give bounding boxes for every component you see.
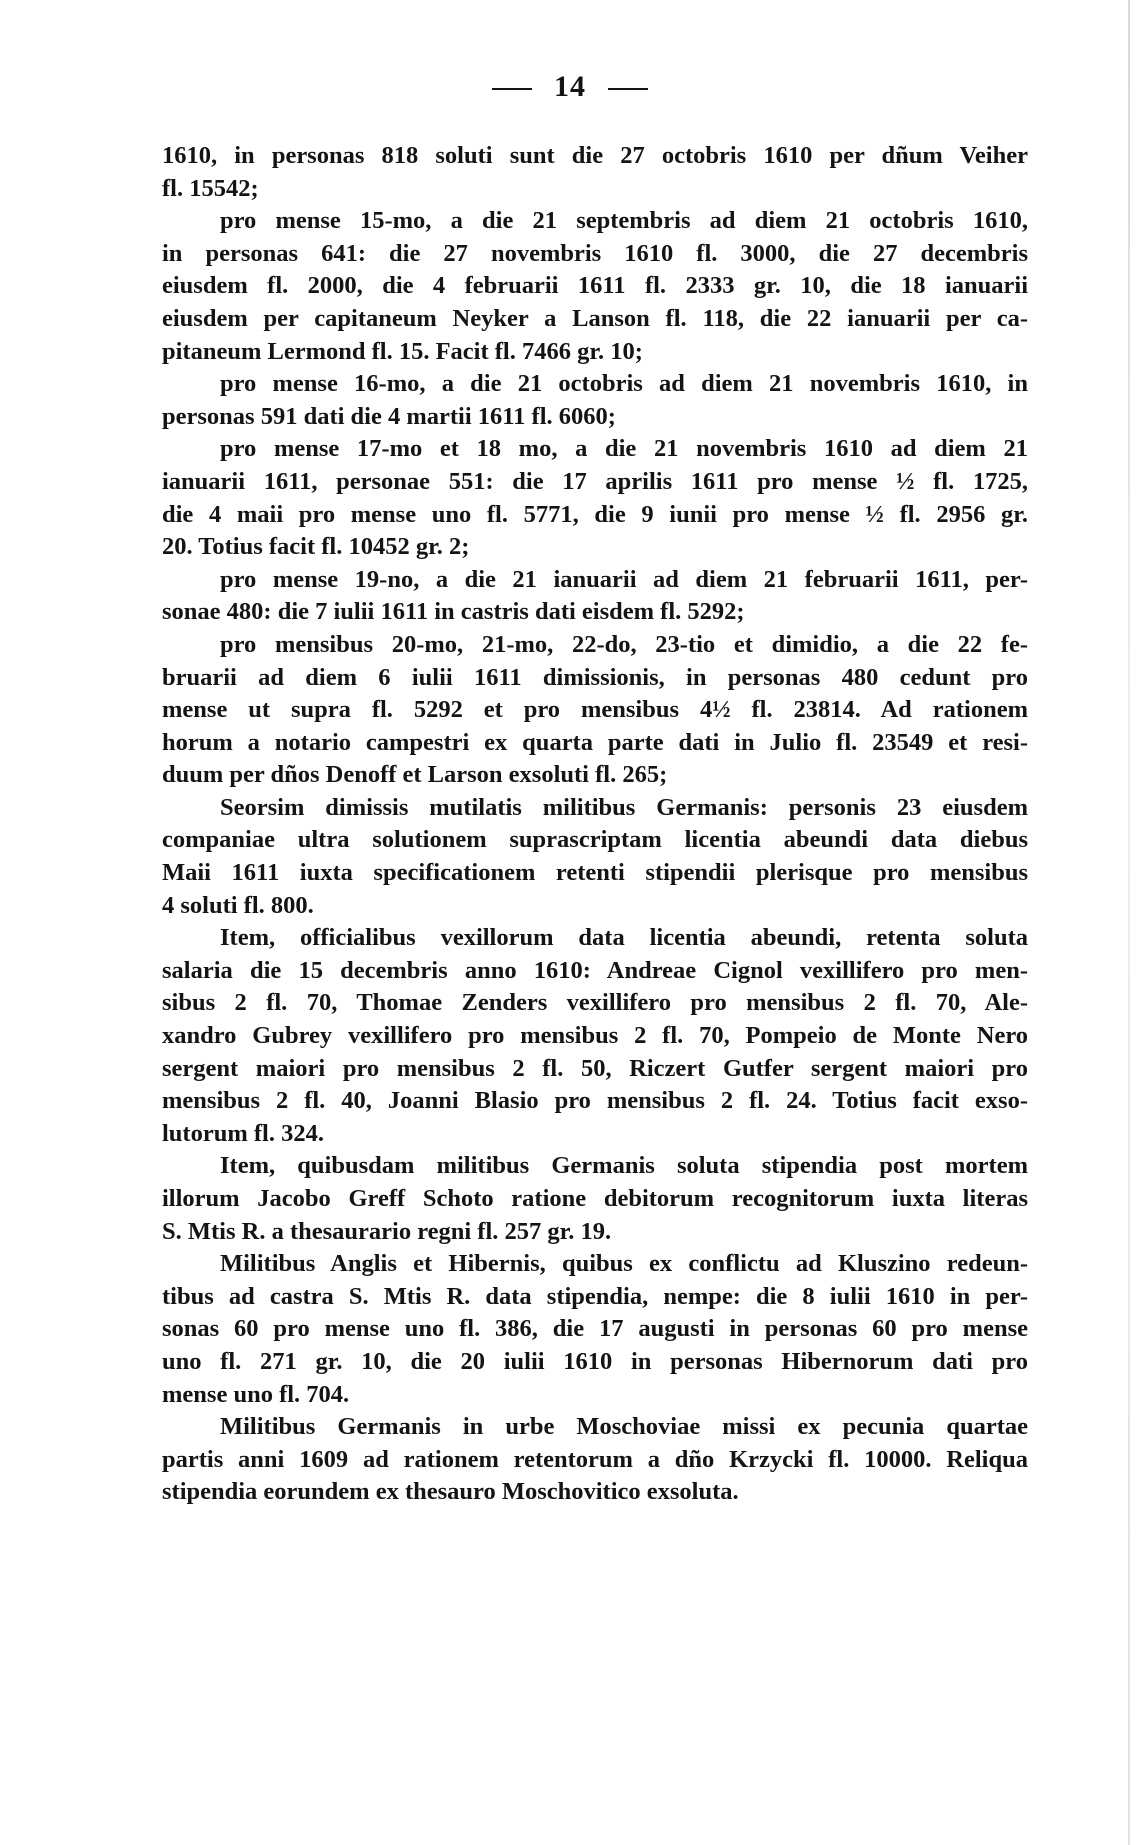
text-line: in personas 641: die 27 novembris 1610 fl. 3000, die 27 decembris (162, 239, 1028, 267)
text-line: partis anni 1609 ad rationem retentorum a dño Krzycki fl. 10000. Reliqua (162, 1445, 1028, 1473)
body-text (162, 140, 1028, 1509)
text-line: pro mensibus 20-mo, 21-mo, 22-do, 23-tio et dimidio, a die 22 fe- (220, 630, 1028, 658)
text-line: sibus 2 fl. 70, Thomae Zenders vexillifero pro mensibus 2 fl. 70, Ale- (162, 989, 1028, 1017)
text-line: 1610, in personas 818 soluti sunt die 27 octobris 1610 per dñum Veiher (162, 142, 1028, 169)
text-line: companiae ultra solutionem suprascriptam licentia abeundi data diebus (162, 826, 1028, 854)
text-line: personas 591 dati die 4 martii 1611 fl. 6060; (162, 402, 616, 430)
page-number: 14 (554, 70, 586, 103)
text-line: die 4 maii pro mense uno fl. 5771, die 9 iunii pro mense ½ fl. 2956 gr. (162, 500, 1028, 528)
text-line: Militibus Germanis in urbe Moschoviae missi ex pecunia quartae (220, 1413, 1028, 1441)
header-dash-left (492, 88, 532, 90)
text-line: pro mense 19-no, a die 21 ianuarii ad diem 21 februarii 1611, per- (220, 565, 1028, 593)
text-line: horum a notario campestri ex quarta parte dati in Julio fl. 23549 et resi- (162, 728, 1028, 756)
page-header (0, 70, 1140, 104)
text-line: mense uno fl. 704. (162, 1380, 350, 1408)
text-line: mense ut supra fl. 5292 et pro mensibus 4½ fl. 23814. Ad rationem (162, 696, 1028, 724)
header-dash-right (608, 88, 648, 90)
text-line: salaria die 15 decembris anno 1610: Andreae Cignol vexillifero pro men- (162, 956, 1028, 984)
text-line: bruarii ad diem 6 iulii 1611 dimissionis, in personas 480 cedunt pro (162, 663, 1028, 691)
scan-edge-line (1128, 0, 1130, 1845)
text-line: eiusdem fl. 2000, die 4 februarii 1611 fl. 2333 gr. 10, die 18 ianuarii (162, 272, 1028, 300)
text-line: uno fl. 271 gr. 10, die 20 iulii 1610 in personas Hibernorum dati pro (162, 1347, 1028, 1375)
text-line: illorum Jacobo Greff Schoto ratione debitorum recognitorum iuxta literas (162, 1185, 1028, 1212)
text-line: Seorsim dimissis mutilatis militibus Germanis: personis 23 eiusdem (220, 793, 1028, 821)
text-line: tibus ad castra S. Mtis R. data stipendia, nempe: die 8 iulii 1610 in per- (162, 1282, 1028, 1310)
text-line: fl. 15542; (162, 174, 259, 202)
text-line: 4 soluti fl. 800. (162, 891, 314, 919)
text-line: pro mense 16-mo, a die 21 octobris ad diem 21 novembris 1610, in (220, 370, 1028, 398)
text-line: 20. Totius facit fl. 10452 gr. 2; (162, 533, 470, 561)
text-line: xandro Gubrey vexillifero pro mensibus 2 fl. 70, Pompeio de Monte Nero (162, 1022, 1028, 1050)
text-line: Militibus Anglis et Hibernis, quibus ex conflictu ad Kluszino redeun- (220, 1250, 1028, 1278)
text-line: pitaneum Lermond fl. 15. Facit fl. 7466 gr. 10; (162, 337, 643, 365)
text-line: pro mense 15-mo, a die 21 septembris ad diem 21 octobris 1610, (220, 207, 1028, 235)
text-line: Item, officialibus vexillorum data licentia abeundi, retenta soluta (220, 924, 1028, 952)
text-line: sonas 60 pro mense uno fl. 386, die 17 augusti in personas 60 pro mense (162, 1315, 1028, 1343)
text-line: duum per dños Denoff et Larson exsoluti fl. 265; (162, 761, 668, 789)
text-line: lutorum fl. 324. (162, 1119, 324, 1147)
text-line: Maii 1611 iuxta specificationem retenti stipendii plerisque pro mensibus (162, 859, 1028, 887)
text-line: sergent maiori pro mensibus 2 fl. 50, Riczert Gutfer sergent maiori pro (162, 1054, 1028, 1082)
text-line: S. Mtis R. a thesaurario regni fl. 257 gr. 19. (162, 1217, 612, 1245)
text-line: mensibus 2 fl. 40, Joanni Blasio pro mensibus 2 fl. 24. Totius facit exso- (162, 1087, 1028, 1115)
text-line: ianuarii 1611, personae 551: die 17 aprilis 1611 pro mense ½ fl. 1725, (162, 467, 1028, 495)
text-line: sonae 480: die 7 iulii 1611 in castris dati eisdem fl. 5292; (162, 598, 745, 626)
text-line: Item, quibusdam militibus Germanis soluta stipendia post mortem (220, 1152, 1028, 1180)
text-line: eiusdem per capitaneum Neyker a Lanson fl. 118, die 22 ianuarii per ca- (162, 304, 1028, 332)
text-line: stipendia eorundem ex thesauro Moschovitico exsoluta. (162, 1478, 739, 1506)
text-line: pro mense 17-mo et 18 mo, a die 21 novembris 1610 ad diem 21 (220, 435, 1028, 463)
